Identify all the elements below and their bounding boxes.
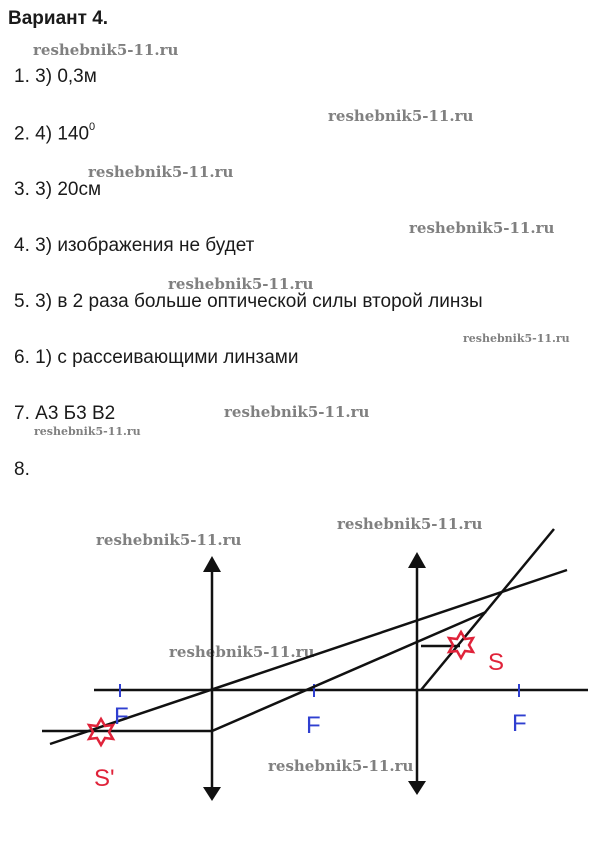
focus-label: F (306, 712, 321, 739)
focus-label: F (114, 703, 129, 730)
watermark: reshebnik5-11.ru (88, 163, 234, 181)
focus-label: F (512, 710, 527, 737)
converging-lens (408, 552, 426, 795)
watermark: reshebnik5-11.ru (337, 515, 483, 533)
answer-number: 5. (14, 291, 30, 312)
watermark: reshebnik5-11.ru (169, 643, 315, 661)
converging-lens (203, 556, 221, 801)
watermark: reshebnik5-11.ru (328, 107, 474, 125)
answer-text: 1) с рассеивающими линзами (35, 347, 299, 368)
watermark: reshebnik5-11.ru (268, 757, 414, 775)
source-label: S (488, 649, 505, 676)
image-label: S' (94, 765, 115, 792)
watermark: reshebnik5-11.ru (34, 425, 141, 438)
answer-number: 8. (14, 459, 30, 480)
watermark: reshebnik5-11.ru (96, 531, 242, 549)
answer-text: А3 Б3 В2 (35, 403, 116, 424)
answer-number: 2. (14, 123, 30, 145)
answer-number: 7. (14, 403, 30, 424)
watermark: reshebnik5-11.ru (409, 219, 555, 237)
watermark: reshebnik5-11.ru (463, 332, 570, 345)
answer-text: 3) 0,3м (35, 66, 97, 87)
answer-text: 3) изображения не будет (35, 235, 255, 256)
watermark: reshebnik5-11.ru (168, 275, 314, 293)
title: Вариант 4. (8, 8, 109, 29)
answer-text: 3) в 2 раза больше оптической силы второй линзы (35, 291, 483, 312)
watermark: reshebnik5-11.ru (224, 403, 370, 421)
answer-superscript: 0 (89, 121, 96, 133)
answer-text: 3) 20см (35, 179, 102, 200)
answer-number: 6. (14, 347, 30, 368)
source-star (449, 632, 473, 658)
answer-number: 3. (14, 179, 30, 200)
answer-number: 4. (14, 235, 30, 256)
answer-number: 1. (14, 66, 30, 87)
watermark: reshebnik5-11.ru (33, 41, 179, 59)
answer-text: 4) 140 (35, 123, 90, 145)
